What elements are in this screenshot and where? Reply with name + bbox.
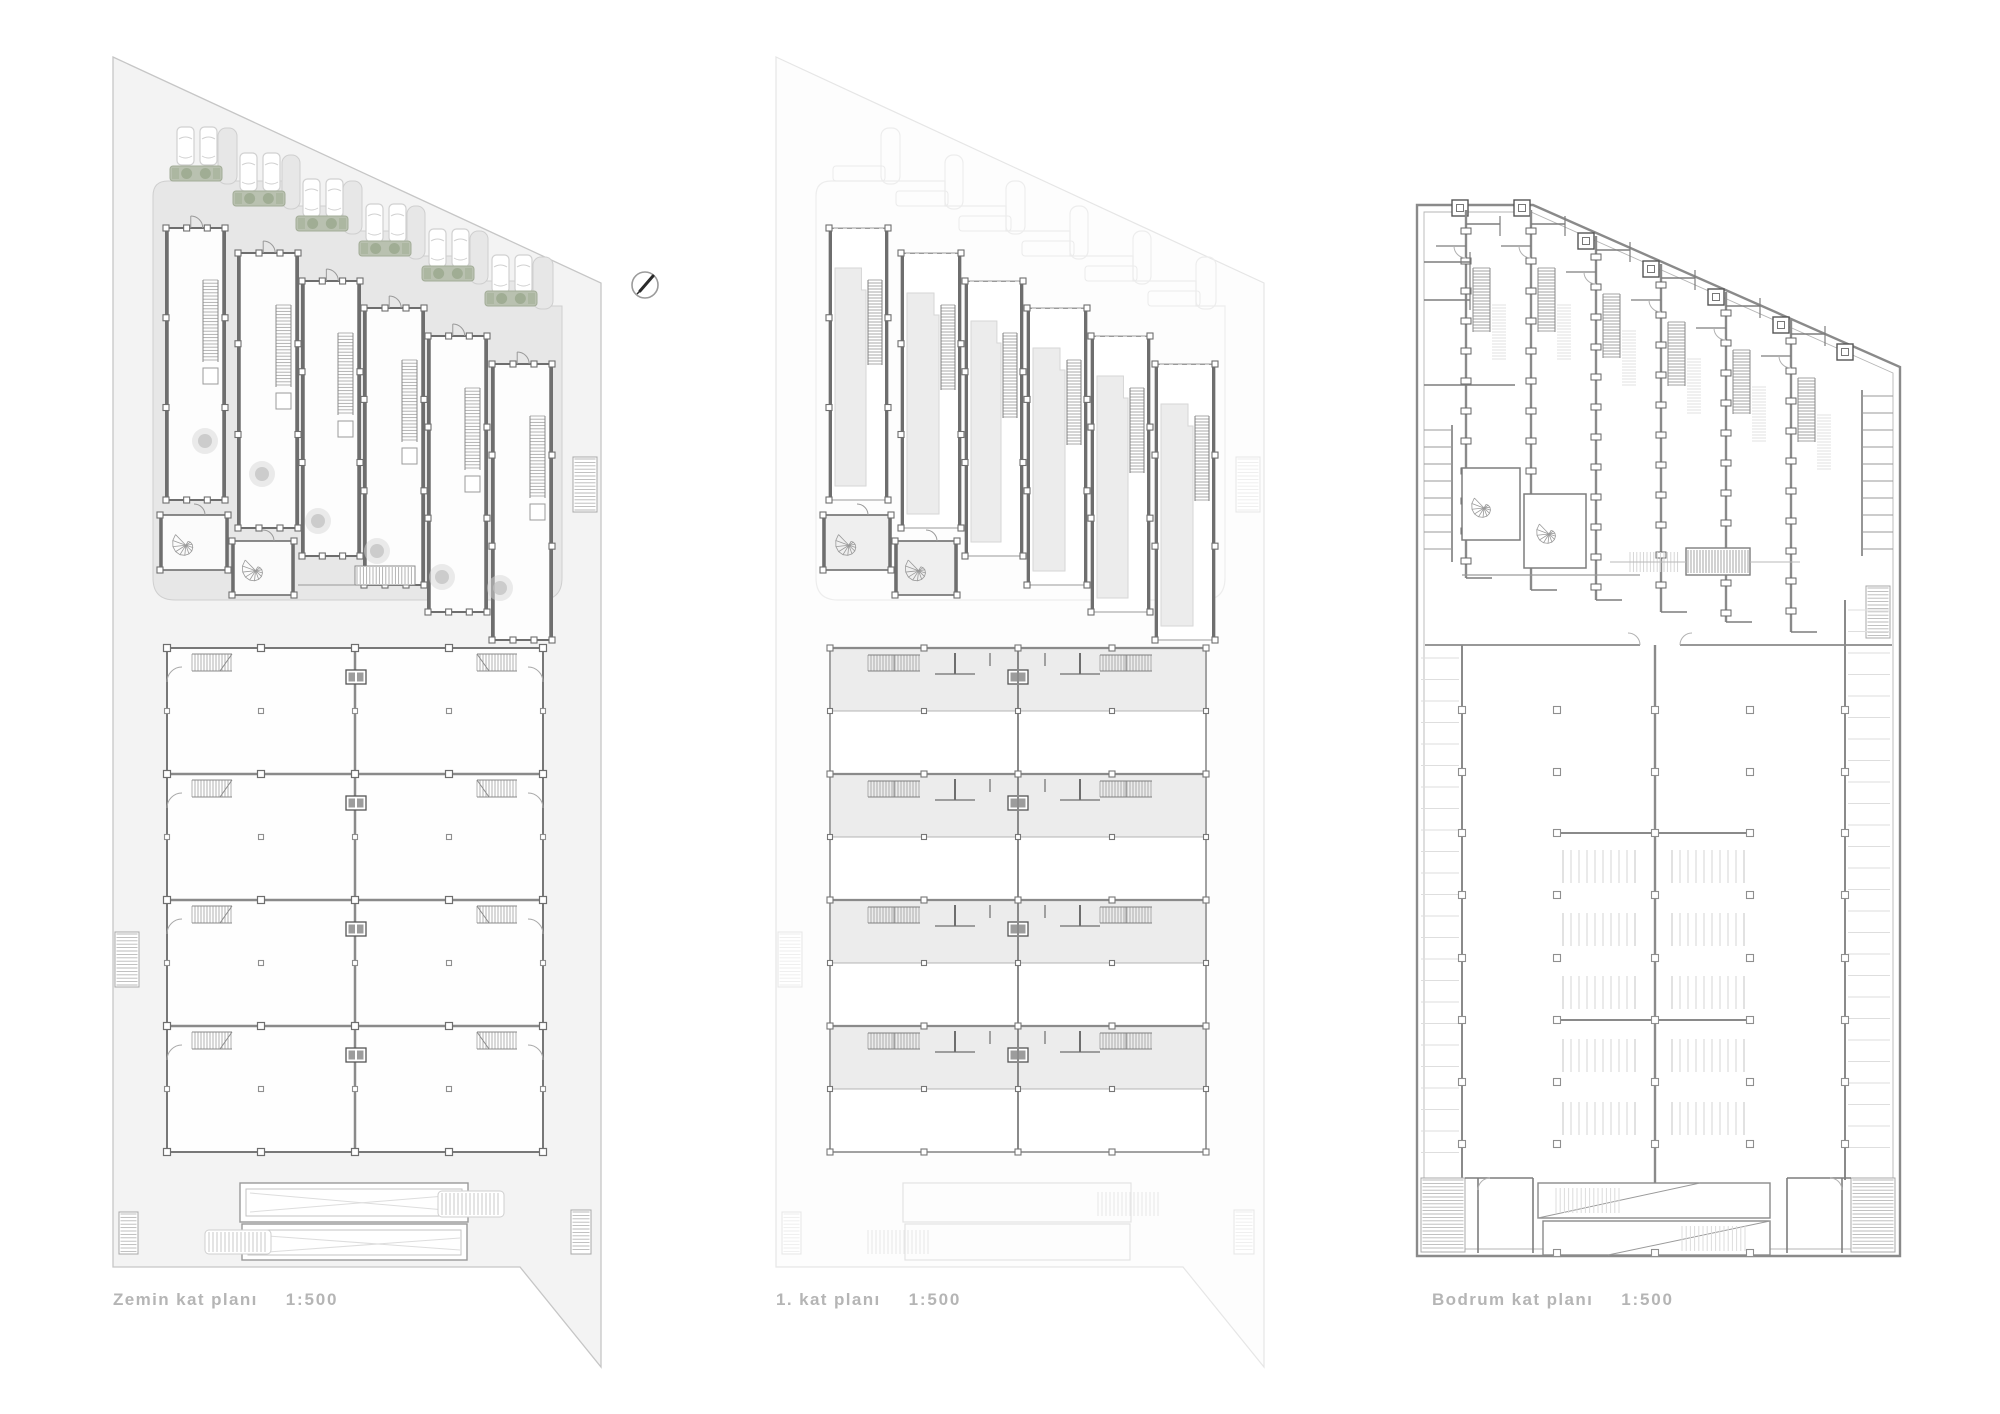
boundary	[1417, 200, 1900, 1256]
tree-icon	[305, 508, 331, 534]
hatch	[1853, 1180, 1894, 1248]
plan-title: Bodrum kat planı	[1432, 1290, 1594, 1309]
ramp-car-hatch	[438, 1191, 504, 1217]
housing-block	[898, 250, 964, 531]
lower-building	[164, 645, 547, 1156]
edge-stair	[573, 457, 597, 512]
column-marker	[1643, 261, 1659, 277]
housing-block	[1152, 361, 1218, 643]
edge-stair	[1234, 1210, 1254, 1254]
basement-floor-plan	[1417, 200, 1900, 1257]
car-icon	[240, 153, 257, 191]
planter	[359, 241, 411, 256]
tree-icon	[487, 575, 513, 601]
car-icon	[429, 229, 446, 267]
tree-icon	[429, 564, 455, 590]
car-icon	[389, 204, 406, 242]
hatch	[1688, 550, 1748, 573]
planter	[170, 166, 222, 181]
hatch	[1423, 1180, 1464, 1248]
car-icon	[452, 229, 469, 267]
tree-icon	[364, 538, 390, 564]
ramps	[205, 1183, 504, 1260]
planter	[296, 216, 348, 231]
housing-block	[1024, 305, 1090, 588]
plan-scale: 1:500	[285, 1290, 339, 1309]
edge-stair	[1421, 1178, 1465, 1252]
edge-stair	[778, 932, 802, 987]
edge-stair	[782, 1212, 801, 1254]
column-marker	[1514, 200, 1530, 216]
spiral-stair-room	[229, 530, 297, 598]
elevator-core	[346, 670, 366, 684]
hatch	[209, 1232, 265, 1252]
housing-block	[826, 225, 891, 503]
planter	[422, 266, 474, 281]
spiral-stair-room	[157, 504, 231, 573]
edge-stair	[1866, 586, 1890, 638]
hatch	[442, 1193, 498, 1215]
edge-stair	[119, 1212, 138, 1254]
car-icon	[263, 153, 280, 191]
edge-stair	[1851, 1178, 1895, 1252]
planter	[485, 291, 537, 306]
tree-icon	[192, 428, 218, 454]
spiral-stair-room	[892, 530, 960, 598]
elevator-core	[346, 1048, 366, 1062]
car-icon	[200, 127, 217, 165]
plan-scale: 1:500	[908, 1290, 962, 1309]
column-marker	[1578, 233, 1594, 249]
plan-scale: 1:500	[1621, 1290, 1674, 1309]
elevator-core	[346, 922, 366, 936]
plan-title: 1. kat planı	[776, 1290, 881, 1309]
car-icon	[366, 204, 383, 242]
first-floor-plan	[776, 57, 1264, 1367]
housing-block	[1088, 333, 1153, 615]
car-icon	[492, 255, 509, 293]
ramp-car-hatch	[205, 1230, 271, 1254]
housing-block	[962, 278, 1026, 559]
spiral-stair-room	[820, 504, 894, 573]
ground-floor-plan-label	[113, 1290, 338, 1310]
column-marker	[1837, 344, 1853, 360]
edge-stair	[115, 932, 139, 987]
column-marker	[1708, 289, 1724, 305]
basement-floor-plan-label	[1432, 1290, 1674, 1310]
car-icon	[303, 179, 320, 217]
planter	[233, 191, 285, 206]
ground-floor-plan	[113, 57, 601, 1367]
car-icon	[326, 179, 343, 217]
edge-stair	[571, 1210, 591, 1254]
north-arrow-icon	[632, 272, 658, 298]
lower-building	[827, 645, 1209, 1155]
elevator-core	[346, 796, 366, 810]
housing-block	[235, 241, 301, 531]
tree-icon	[249, 461, 275, 487]
housing-block	[163, 216, 228, 503]
first-floor-plan-label	[776, 1290, 961, 1310]
car-icon	[515, 255, 532, 293]
edge-stair	[1236, 457, 1260, 512]
column-marker	[1773, 317, 1789, 333]
hatch	[1868, 588, 1889, 636]
car-icon	[177, 127, 194, 165]
plan-title: Zemin kat planı	[113, 1290, 258, 1309]
